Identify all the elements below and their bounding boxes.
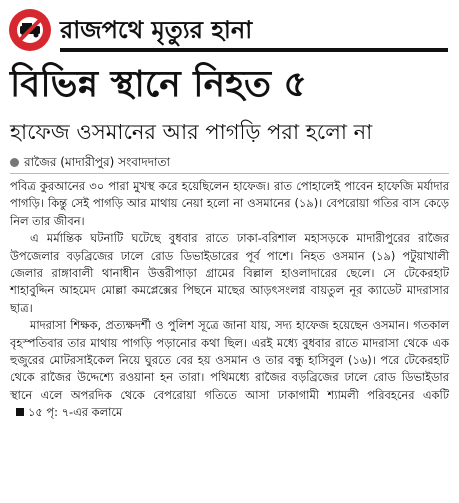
paragraph-3-text: মাদরাসা শিক্ষক, প্রত্যক্ষদর্শী ও পুলিশ সূত্রে জানা যায়, সদ্য হাফেজ হয়েছেন ওসমান। গতকাল বৃহস্পতিবার তার মাথায় পাগড়ি পড়ানোর কথা ছিল। এরই মধ্যে বুধবার রাতে মাদরাসা থেকে এক হুজুরের মোটরসাইকেল নিয়ে ঘুরতে বের হয় ওসমান ও তার বন্ধু হাসিবুল (১৬)। পরে টেকেরহাট থেকে রাজৈর উদ্দেশ্যে রওয়ানা হন তারা। পথিমধ্যে রাজৈর বড়ব্রিজের ঢালে রোড ডিভাইডার স্থানে এলে অপরদিক থেকে বেপরোয়া গতিতে আসা ঢাকাগামী শ্যামলী পরিবহনের একটি xyxy=(10,318,449,402)
continuation-note xyxy=(10,405,122,419)
continuation-text: ১৫ পৃ: ৭-এর কলামে xyxy=(28,405,123,420)
bullet-icon xyxy=(10,158,19,167)
square-bullet-icon xyxy=(16,408,24,416)
headline: বিভিন্ন স্থানে নিহত ৫ xyxy=(10,64,307,105)
banner-rule xyxy=(60,48,448,52)
article-body xyxy=(10,178,449,422)
section-kicker: রাজপথে মৃত্যুর হানা xyxy=(60,16,253,44)
subheadline: হাফেজ ওসমানের আর পাগড়ি পরা হলো না xyxy=(10,120,373,144)
byline xyxy=(10,154,170,170)
byline-divider xyxy=(10,173,449,174)
paragraph-1: পবিত্র কুরআনের ৩০ পারা মুখস্থ করে হয়েছিলেন হাফেজ। রাত পোহালেই পাবেন হাফেজি মর্যাদার পাগড়ি। কিন্তু সেই পাগড়ি আর মাথায় নেয়া হলো না ওসমানের (১৯)। বেপরোয়া গতির বাস কেড়ে নিল তার জীবন। xyxy=(10,179,449,228)
section-banner xyxy=(8,8,448,52)
byline-text: রাজৈর (মাদারীপুর) সংবাদদাতা xyxy=(24,155,170,169)
paragraph-2: এ মর্মান্তিক ঘটনাটি ঘটেছে বুধবার রাতে ঢাকা-বরিশাল মহাসড়কে মাদারীপুরের রাজৈর উপজেলার বড়ব্রিজের ঢালে রোড ডিভাইডারের পূর্ব পাশে। নিহত ওসমান (১৯) পটুয়াখালী জেলার রাঙ্গাবালী থানাধীন উত্তরীপাড়া গ্রামের বিল্লাল হাওলাদারের ছেলে। সে টেকেরহাট শাহাবুদ্দিন আহমেদ মোল্লা কমপ্লেক্সের পিছনে মাছের আড়ৎসংলগ্ন বায়তুল নূর ক্যাডেট মাদরাসার ছাত্র। xyxy=(10,231,449,315)
paragraph-3 xyxy=(10,317,449,421)
road-accident-logo-icon xyxy=(8,8,52,52)
